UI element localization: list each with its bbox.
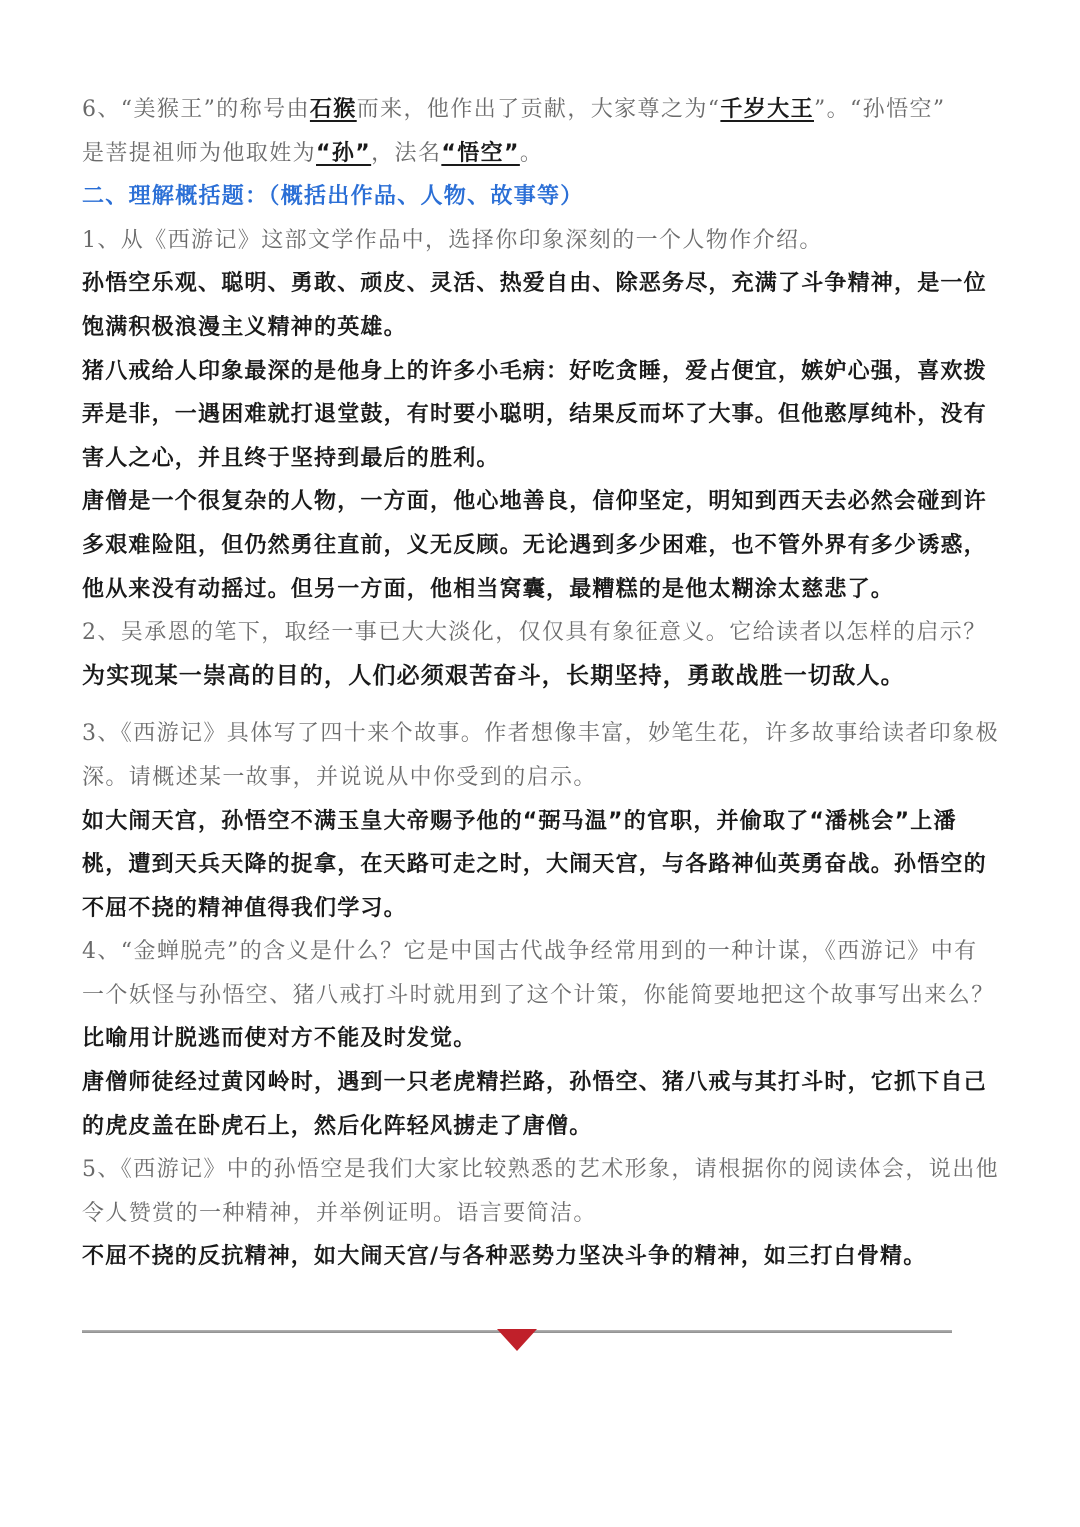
- question-4-line: 4、“金蝉脱壳”的含义是什么？它是中国古代战争经常用到的一种计谋，《西游记》中有: [82, 939, 978, 965]
- answer-4-line: 比喻用计脱逃而使对方不能及时发觉。: [82, 1026, 477, 1052]
- q6-text: ，法名: [371, 140, 442, 166]
- q6-text: 6、“美猴王”的称号由: [82, 97, 310, 122]
- question-5-line: 令人赞赏的一种精神，并举例证明。语言要简洁。: [82, 1200, 597, 1226]
- q6-text: ”。“孙悟空”: [813, 97, 946, 122]
- q6-answer-shihou: 石猴: [309, 97, 357, 122]
- question-5-line: 5、《西游记》中的孙悟空是我们大家比较熟悉的艺术形象，请根据你的阅读体会，说出他: [82, 1157, 999, 1183]
- answer-1-line: 弄是非，一遇困难就打退堂鼓，有时要小聪明，结果反而坏了大事。但他憨厚纯朴，没有: [82, 402, 987, 428]
- answer-1-line: 猪八戒给人印象最深的是他身上的许多小毛病：好吃贪睡，爱占便宜，嫉妒心强，喜欢拨: [82, 358, 987, 384]
- answer-3-line: 如大闹天宫，孙悟空不满玉皇大帝赐予他的“弼马温”的官职，并偷取了“潘桃会”上潘: [82, 808, 957, 834]
- question-2: 2、吴承恩的笔下，取经一事已大大淡化，仅仅具有象征意义。它给读者以怎样的启示？: [82, 620, 987, 646]
- answer-3-line: 不屈不挠的精神值得我们学习。: [82, 895, 407, 921]
- answer-1-line: 唐僧是一个很复杂的人物，一方面，他心地善良，信仰坚定，明知到西天去必然会碰到许: [82, 489, 987, 515]
- answer-5: 不屈不挠的反抗精神，如大闹天宫/与各种恶势力坚决斗争的精神，如三打白骨精。: [82, 1244, 927, 1270]
- answer-4-line: 的虎皮盖在卧虎石上，然后化阵轻风掳走了唐僧。: [82, 1113, 593, 1139]
- answer-1-line: 饱满积极浪漫主义精神的英雄。: [82, 314, 407, 340]
- section-heading: 二、理解概括题：（概括出作品、人物、故事等）: [82, 184, 584, 210]
- document-body: [82, 88, 1000, 1279]
- question-3-line: 深。请概述某一故事，并说说从中你受到的启示。: [82, 764, 597, 790]
- answer-2: 为实现某一崇高的目的，人们必须艰苦奋斗，长期坚持，勇敢战胜一切敌人。: [82, 662, 905, 689]
- spacer: [82, 698, 1000, 712]
- answer-1-line: 害人之心，并且终于坚持到最后的胜利。: [82, 445, 500, 471]
- q6-answer-wukong: “悟空”: [441, 140, 520, 166]
- q6-answer-qiansuidawang: 千岁大王: [720, 97, 814, 122]
- answer-1-line: 多艰难险阻，但仍然勇往直前，义无反顾。无论遇到多少困难，也不管外界有多少诱惑，: [82, 532, 987, 558]
- q6-text: 而来，他作出了贡献，大家尊之为“: [356, 97, 721, 122]
- q6-text: 是菩提祖师为他取姓为: [82, 140, 317, 166]
- answer-3-line: 桃，遭到天兵天降的捉拿，在天路可走之时，大闹天宫，与各路神仙英勇奋战。孙悟空的: [82, 852, 987, 878]
- answer-1-line: 他从来没有动摇过。但另一方面，他相当窝囊，最糟糕的是他太糊涂太慈悲了。: [82, 576, 895, 602]
- answer-1-line: 孙悟空乐观、聪明、勇敢、顽皮、灵活、热爱自由、除恶务尽，充满了斗争精神，是一位: [82, 271, 987, 297]
- section-divider: [82, 1330, 952, 1333]
- question-1: 1、从《西游记》这部文学作品中，选择你印象深刻的一个人物作介绍。: [82, 227, 823, 253]
- q6-answer-sun: “孙”: [316, 140, 372, 166]
- answer-4-line: 唐僧师徒经过黄冈岭时，遇到一只老虎精拦路，孙悟空、猪八戒与其打斗时，它抓下自己: [82, 1070, 987, 1096]
- q6-text: 。: [519, 140, 544, 166]
- question-4-line: 一个妖怪与孙悟空、猪八戒打斗时就用到了这个计策，你能简要地把这个故事写出来么？: [82, 982, 995, 1008]
- q6-line-2: [82, 132, 1000, 176]
- q6-line-1: [82, 88, 1000, 132]
- question-3-line: 3、《西游记》具体写了四十来个故事。作者想像丰富，妙笔生花，许多故事给读者印象极: [82, 721, 999, 747]
- triangle-marker-icon: [497, 1329, 537, 1351]
